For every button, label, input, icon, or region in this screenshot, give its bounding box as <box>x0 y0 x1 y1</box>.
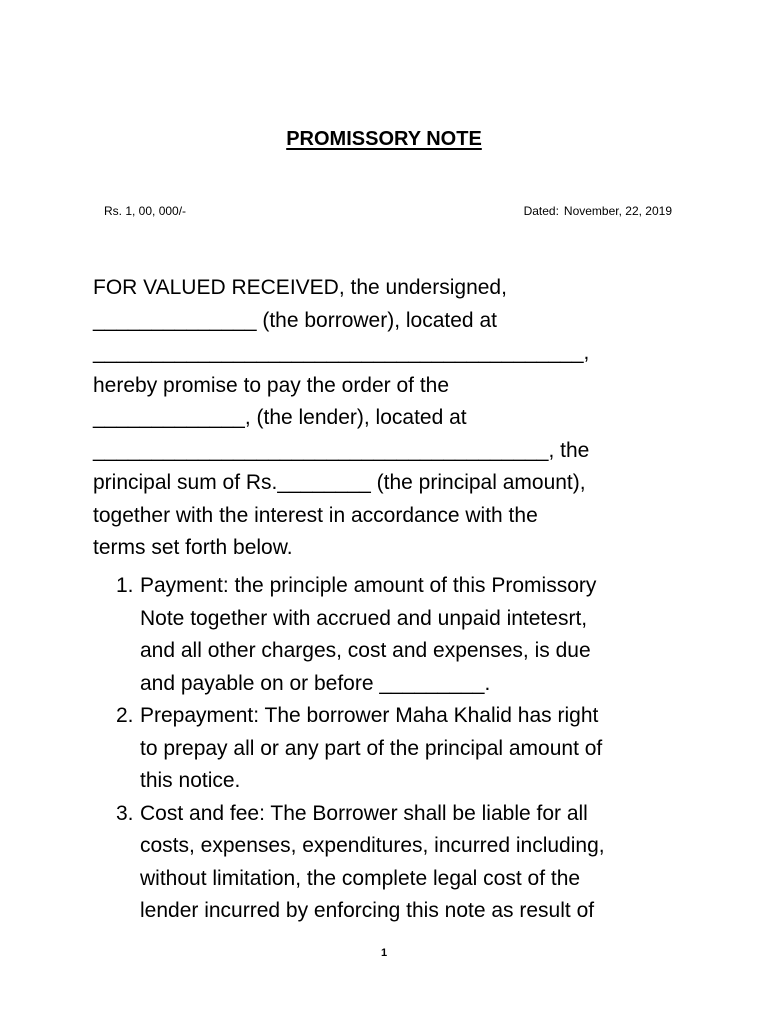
term-line: costs, expenses, expenditures, incurred including, <box>140 834 605 857</box>
intro-line: terms set forth below. <box>93 536 293 559</box>
intro-line: hereby promise to pay the order of the <box>93 373 450 397</box>
term-line: and payable on or before _________. <box>140 671 491 695</box>
intro-line: _______________________________________, the <box>93 438 590 462</box>
term-item-payment <box>0 570 768 700</box>
term-text <box>140 700 685 798</box>
term-line: to prepay all or any part of the principal amount of <box>140 736 603 760</box>
term-line: lender incurred by enforcing this note as result of <box>140 899 595 922</box>
term-line: without limitation, the complete legal cost of the <box>140 866 581 890</box>
intro-line: principal sum of Rs.________ (the principal amount), <box>93 471 586 494</box>
term-text <box>140 570 685 700</box>
page-number: 1 <box>380 947 388 959</box>
term-item-prepayment <box>0 700 768 798</box>
term-number: 1. <box>116 574 134 597</box>
document-title: PROMISSORY NOTE <box>286 128 482 150</box>
date-line <box>524 204 672 218</box>
dated-label: Dated: <box>523 204 559 218</box>
term-line: and all other charges, cost and expenses, is due <box>140 639 591 662</box>
term-number: 3. <box>116 801 134 825</box>
intro-line: __________________________________________, <box>93 341 590 364</box>
intro-line: FOR VALUED RECEIVED, the undersigned, <box>93 276 507 299</box>
intro-line: together with the interest in accordance with the <box>93 503 538 527</box>
term-line: Payment: the principle amount of this Promissory <box>140 574 597 597</box>
dated-value: November, 22, 2019 <box>563 204 672 218</box>
intro-paragraph <box>93 272 683 565</box>
amount-label: Rs. 1, 00, 000/- <box>104 204 187 218</box>
term-line: Note together with accrued and unpaid intetesrt, <box>140 606 588 630</box>
intro-line: _____________, (the lender), located at <box>93 406 467 429</box>
term-number: 2. <box>116 704 134 727</box>
term-item-cost-and-fee <box>0 798 768 928</box>
intro-line: ______________ (the borrower), located at <box>93 308 497 332</box>
term-line: Cost and fee: The Borrower shall be liable for all <box>140 801 588 825</box>
term-text <box>140 798 685 928</box>
term-line: this notice. <box>140 769 241 792</box>
terms-list <box>0 570 768 928</box>
term-line: Prepayment: The borrower Maha Khalid has right <box>140 704 599 727</box>
